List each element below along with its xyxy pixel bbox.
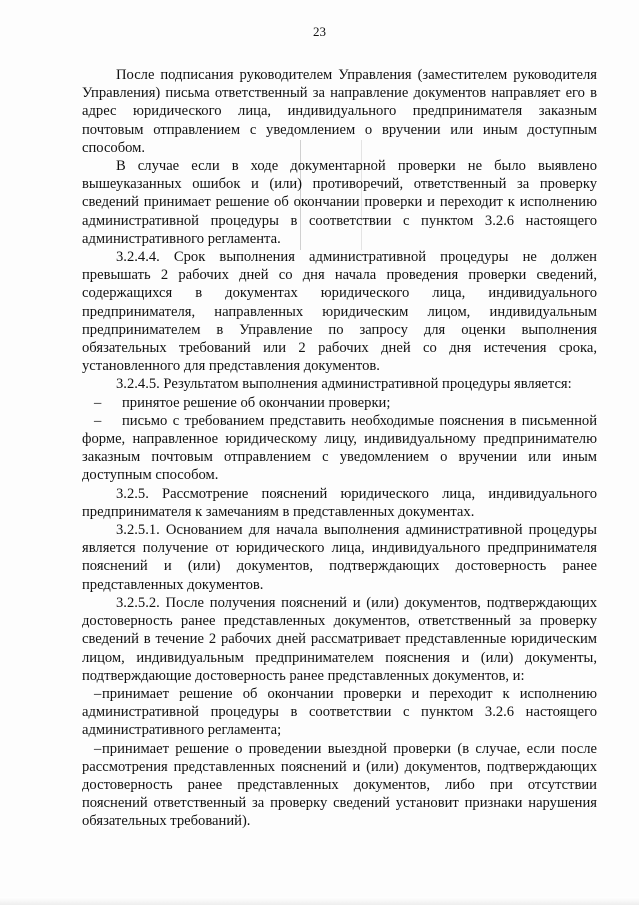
- list-item: [82, 412, 597, 485]
- dash-marker: –: [94, 685, 102, 702]
- paragraph: 3.2.5.2. После получения пояснений и (или) документов, подтверждающих достоверность ранее представленных документов, ответственный за проверку сведений в течение 2 рабочих дней рассматривает представленные юридическим лицом, индивидуальным предпринимателем пояснения и (или) документы, подтверждающие достоверность ранее представленных документов, и:: [82, 594, 597, 684]
- dash-marker: –: [94, 394, 102, 411]
- list-item-text: принимает решение об окончании проверки и переходит к исполнению административной процедуры в соответствии с пунктом 3.2.6 настоящего административного регламента;: [82, 685, 597, 739]
- paragraph: 3.2.5.1. Основанием для начала выполнения административной процедуры является получение от юридического лица, индивидуального предпринимателя пояснений и (или) документов, подтверждающих достоверность ранее представленных документов.: [82, 522, 597, 593]
- list-item-text: принимает решение о проведении выездной проверки (в случае, если после рассмотрения представленных пояснений и (или) документов, подтверждающих достоверность ранее представленных документов, либо при отсутствии пояснений ответственный за проверку сведений установит признаки нарушения обязательных требований).: [82, 740, 597, 830]
- list-item-text: принятое решение об окончании проверки;: [122, 394, 391, 411]
- list-item-text: письмо с требованием представить необходимые пояснения в письменной форме, направленное юридическому лицу, индивидуальному предпринимателю заказным почтовым отправлением с уведомлением о вручении или иным доступным способом.: [82, 412, 597, 484]
- paragraph: После подписания руководителем Управления (заместителем руководителя Управления) письма ответственный за направление документов направляет его в адрес юридического лица, индивидуального предпринимателя заказным почтовым отправлением с уведомлением о вручении или иным доступным способом.: [82, 67, 597, 156]
- paragraph: В случае если в ходе документарной проверки не было выявлено вышеуказанных ошибок и (или) противоречий, ответственный за проверку сведений принимает решение об окончании проверки и переходит к исполнению административной процедуры в соответствии с пунктом 3.2.6 настоящего административного регламента.: [82, 158, 597, 247]
- document-body: [82, 66, 597, 831]
- dash-marker: –: [94, 740, 102, 757]
- list-item: [82, 685, 597, 740]
- paragraph: 3.2.4.4. Срок выполнения административной процедуры не должен превышать 2 рабочих дней со дня начала проведения проверки сведений, содержащихся в документах юридического лица, индивидуального предпринимателя, направленных юридическим лицом, индивидуальным предпринимателем в Управление по запросу для оценки выполнения обязательных требований или 2 рабочих дней со дня истечения срока, установленного для представления документов.: [82, 249, 597, 375]
- page-number: 23: [313, 24, 326, 39]
- paragraph: 3.2.5. Рассмотрение пояснений юридического лица, индивидуального предпринимателя к замечаниям в представленных документах.: [82, 485, 597, 520]
- dash-marker: –: [94, 412, 102, 429]
- list-item: [82, 740, 597, 831]
- paragraph: 3.2.4.5. Результатом выполнения административной процедуры является:: [116, 376, 572, 393]
- list-item: [82, 394, 597, 412]
- scan-bottom-edge: [0, 897, 639, 905]
